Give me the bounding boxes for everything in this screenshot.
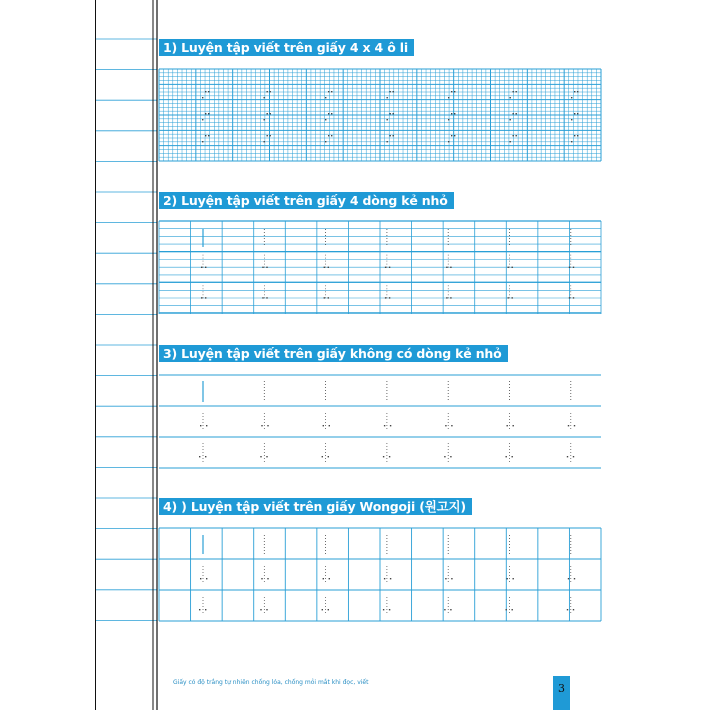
- trace-dot: [325, 141, 326, 142]
- trace-dot: [325, 119, 326, 120]
- trace-dot: [512, 609, 513, 610]
- trace-dot: [384, 425, 385, 426]
- trace-dot: [331, 135, 332, 136]
- trace-dot: [264, 119, 265, 120]
- trace-dot: [264, 141, 265, 142]
- trace-dot: [201, 297, 202, 298]
- trace-dot: [383, 456, 384, 457]
- trace-dot: [390, 135, 391, 136]
- trace-dot: [571, 97, 572, 98]
- trace-dot: [261, 425, 262, 426]
- trace-dot: [513, 113, 514, 114]
- trace-dot: [506, 456, 507, 457]
- section-1-title: 1) Luyện tập viết trên giấy 4 x 4 ô li: [159, 39, 414, 56]
- trace-dot: [444, 456, 445, 457]
- trace-dot: [205, 113, 206, 114]
- trace-dot: [507, 578, 508, 579]
- trace-dot: [513, 135, 514, 136]
- trace-dot: [205, 456, 206, 457]
- trace-dot: [574, 113, 575, 114]
- trace-dot: [450, 609, 451, 610]
- trace-dot: [450, 456, 451, 457]
- footer-note: Giấy có độ trắng tự nhiên chống lóa, chống mỏi mắt khi đọc, viết: [173, 679, 369, 686]
- trace-dot: [329, 425, 330, 426]
- trace-dot: [328, 297, 329, 298]
- trace-dot: [267, 578, 268, 579]
- trace-dot: [201, 267, 202, 268]
- trace-dot: [454, 91, 455, 92]
- trace-dot: [328, 135, 329, 136]
- trace-dot: [200, 425, 201, 426]
- trace-dot: [446, 297, 447, 298]
- trace-dot: [205, 297, 206, 298]
- trace-dot: [264, 97, 265, 98]
- trace-dot: [513, 578, 514, 579]
- trace-dot: [454, 113, 455, 114]
- trace-dot: [267, 425, 268, 426]
- trace-dot: [205, 609, 206, 610]
- trace-dot: [324, 297, 325, 298]
- workbook-page: [95, 0, 615, 710]
- trace-dot: [393, 135, 394, 136]
- trace-dot: [260, 609, 261, 610]
- trace-dot: [574, 135, 575, 136]
- trace-dot: [448, 119, 449, 120]
- trace-dot: [571, 141, 572, 142]
- trace-dot: [516, 135, 517, 136]
- trace-dot: [573, 297, 574, 298]
- trace-dot: [389, 267, 390, 268]
- section-3-title: 3) Luyện tập viết trên giấy không có dòng kẻ nhỏ: [159, 345, 508, 362]
- trace-dot: [267, 91, 268, 92]
- trace-dot: [322, 609, 323, 610]
- trace-dot: [512, 267, 513, 268]
- trace-dot: [266, 267, 267, 268]
- trace-dot: [387, 119, 388, 120]
- trace-dot: [577, 91, 578, 92]
- trace-dot: [445, 578, 446, 579]
- trace-dot: [393, 91, 394, 92]
- trace-dot: [260, 456, 261, 457]
- trace-dot: [208, 91, 209, 92]
- trace-dot: [567, 609, 568, 610]
- trace-dot: [451, 425, 452, 426]
- trace-dot: [267, 113, 268, 114]
- trace-dot: [199, 609, 200, 610]
- trace-dot: [516, 113, 517, 114]
- trace-dot: [390, 113, 391, 114]
- trace-dot: [328, 609, 329, 610]
- trace-dot: [267, 135, 268, 136]
- trace-dot: [573, 267, 574, 268]
- trace-dot: [385, 297, 386, 298]
- trace-dot: [208, 113, 209, 114]
- trace-dot: [390, 578, 391, 579]
- trace-dot: [512, 297, 513, 298]
- trace-dot: [445, 425, 446, 426]
- trace-dot: [328, 91, 329, 92]
- trace-dot: [331, 113, 332, 114]
- trace-dot: [387, 97, 388, 98]
- trace-dot: [200, 578, 201, 579]
- trace-dot: [389, 297, 390, 298]
- trace-dot: [508, 267, 509, 268]
- trace-dot: [577, 135, 578, 136]
- trace-dot: [510, 141, 511, 142]
- trace-dot: [385, 267, 386, 268]
- trace-dot: [205, 267, 206, 268]
- trace-dot: [390, 425, 391, 426]
- trace-dot: [322, 456, 323, 457]
- trace-dot: [202, 141, 203, 142]
- trace-dot: [325, 97, 326, 98]
- trace-dot: [323, 578, 324, 579]
- trace-dot: [507, 425, 508, 426]
- trace-dot: [205, 135, 206, 136]
- trace-dot: [270, 113, 271, 114]
- page-number: 3: [553, 676, 570, 710]
- trace-dot: [451, 113, 452, 114]
- trace-dot: [451, 578, 452, 579]
- trace-dot: [270, 91, 271, 92]
- trace-dot: [262, 297, 263, 298]
- trace-dot: [508, 297, 509, 298]
- trace-dot: [324, 267, 325, 268]
- trace-dot: [574, 91, 575, 92]
- trace-dot: [199, 456, 200, 457]
- trace-dot: [451, 135, 452, 136]
- trace-dot: [450, 267, 451, 268]
- trace-dot: [568, 425, 569, 426]
- trace-dot: [569, 297, 570, 298]
- trace-dot: [573, 609, 574, 610]
- trace-dot: [328, 456, 329, 457]
- trace-dot: [205, 91, 206, 92]
- trace-dot: [270, 135, 271, 136]
- trace-dot: [329, 578, 330, 579]
- trace-dot: [567, 456, 568, 457]
- trace-dot: [569, 267, 570, 268]
- trace-dot: [454, 135, 455, 136]
- trace-dot: [513, 91, 514, 92]
- trace-dot: [266, 456, 267, 457]
- trace-dot: [512, 456, 513, 457]
- trace-dot: [451, 91, 452, 92]
- trace-dot: [206, 578, 207, 579]
- trace-dot: [383, 609, 384, 610]
- trace-dot: [328, 267, 329, 268]
- trace-dot: [448, 141, 449, 142]
- trace-dot: [387, 141, 388, 142]
- trace-dot: [568, 578, 569, 579]
- trace-dot: [262, 267, 263, 268]
- trace-dot: [384, 578, 385, 579]
- trace-dot: [393, 113, 394, 114]
- section-2-title: 2) Luyện tập viết trên giấy 4 dòng kẻ nhỏ: [159, 192, 454, 209]
- trace-dot: [506, 609, 507, 610]
- trace-dot: [573, 456, 574, 457]
- trace-dot: [516, 91, 517, 92]
- trace-dot: [574, 425, 575, 426]
- trace-dot: [202, 119, 203, 120]
- trace-dot: [510, 119, 511, 120]
- trace-dot: [571, 119, 572, 120]
- trace-dot: [446, 267, 447, 268]
- trace-dot: [202, 97, 203, 98]
- trace-dot: [389, 609, 390, 610]
- trace-dot: [261, 578, 262, 579]
- trace-dot: [328, 113, 329, 114]
- trace-dot: [510, 97, 511, 98]
- trace-dot: [574, 578, 575, 579]
- trace-dot: [323, 425, 324, 426]
- trace-dot: [331, 91, 332, 92]
- trace-dot: [450, 297, 451, 298]
- trace-dot: [206, 425, 207, 426]
- section-4-title: 4) ) Luyện tập viết trên giấy Wongoji (원고지): [159, 498, 472, 515]
- trace-dot: [390, 91, 391, 92]
- trace-dot: [266, 297, 267, 298]
- trace-dot: [266, 609, 267, 610]
- trace-dot: [448, 97, 449, 98]
- trace-dot: [208, 135, 209, 136]
- trace-dot: [513, 425, 514, 426]
- trace-dot: [577, 113, 578, 114]
- trace-dot: [444, 609, 445, 610]
- trace-dot: [389, 456, 390, 457]
